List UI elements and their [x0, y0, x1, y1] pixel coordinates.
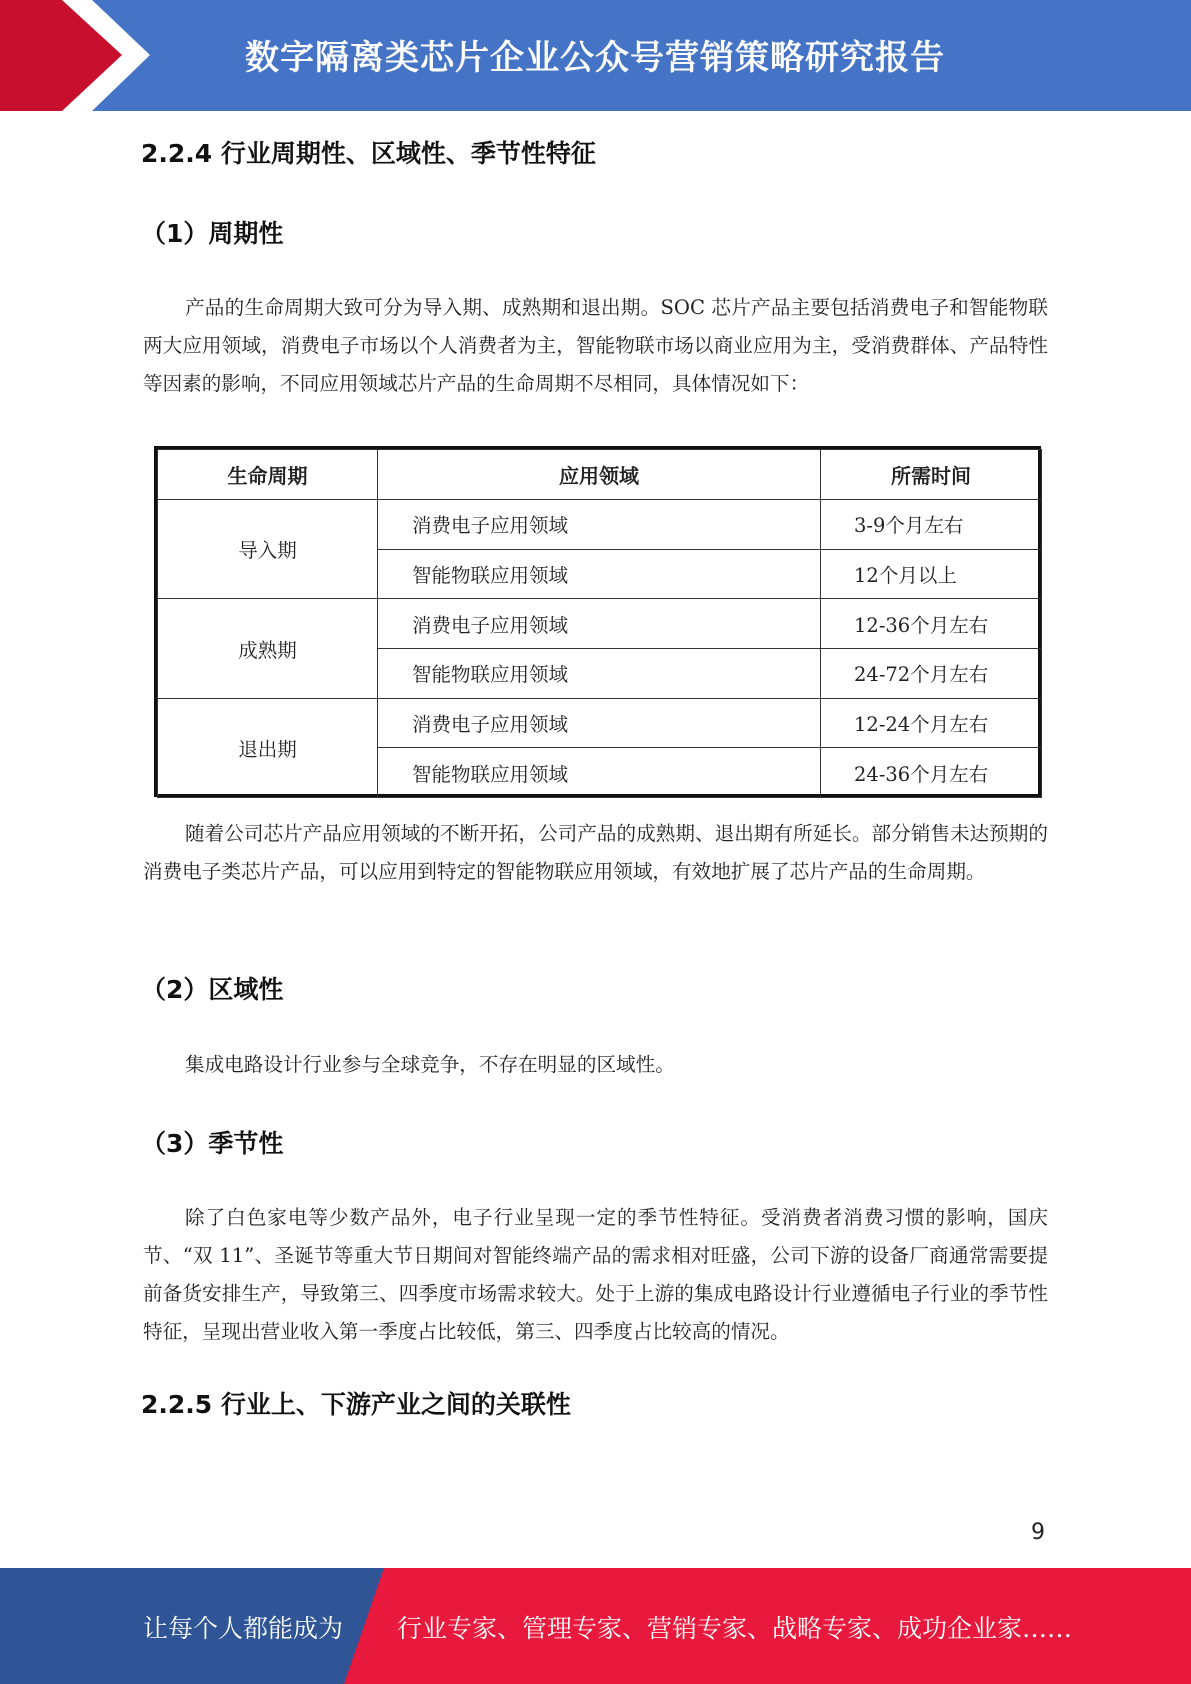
table-header-cell: 生命周期	[158, 450, 378, 500]
table-row	[158, 500, 1042, 550]
section-heading-2-2-5: 2.2.5 行业上、下游产业之间的关联性	[141, 1390, 571, 1419]
time-cell: 3-9个月左右	[821, 500, 1042, 550]
field-cell: 智能物联应用领域	[378, 649, 821, 699]
section-heading-2-2-4: 2.2.4 行业周期性、区域性、季节性特征	[141, 139, 596, 168]
header-banner	[0, 0, 1191, 111]
field-cell: 消费电子应用领域	[378, 599, 821, 649]
field-cell: 智能物联应用领域	[378, 549, 821, 599]
field-cell: 智能物联应用领域	[378, 748, 821, 798]
stage-cell: 成熟期	[158, 599, 378, 698]
subsection-heading-cyclicality: （1）周期性	[141, 219, 284, 248]
subsection-heading-seasonality: （3）季节性	[141, 1129, 284, 1158]
stage-cell: 退出期	[158, 698, 378, 797]
cyclicality-paragraph-2: 随着公司芯片产品应用领域的不断开拓，公司产品的成熟期、退出期有所延长。部分销售未达预期的消费电子类芯片产品，可以应用到特定的智能物联应用领域，有效地扩展了芯片产品的生命周期。	[143, 822, 1048, 883]
time-cell: 12-24个月左右	[821, 698, 1042, 748]
subsection-heading-regionality: （2）区域性	[141, 975, 284, 1004]
field-cell: 消费电子应用领域	[378, 500, 821, 550]
footer-slogan-left: 让每个人都能成为	[143, 1614, 344, 1643]
regionality-paragraph: 集成电路设计行业参与全球竞争，不存在明显的区域性。	[185, 1053, 675, 1076]
footer-banner	[0, 1568, 1191, 1684]
time-cell: 12-36个月左右	[821, 599, 1042, 649]
table-header-cell: 所需时间	[821, 450, 1042, 500]
page-number: 9	[1031, 1520, 1045, 1545]
time-cell: 12个月以上	[821, 549, 1042, 599]
table-row	[158, 599, 1042, 649]
footer-slogan-right: 行业专家、管理专家、营销专家、战略专家、成功企业家……	[397, 1614, 1073, 1643]
cyclicality-paragraph-1: 产品的生命周期大致可分为导入期、成熟期和退出期。SOC 芯片产品主要包括消费电子和智能物联两大应用领域，消费电子市场以个人消费者为主，智能物联市场以商业应用为主，受消费群体、产品特性等因素的影响，不同应用领域芯片产品的生命周期不尽相同，具体情况如下：	[143, 296, 1048, 395]
stage-cell: 导入期	[158, 500, 378, 599]
table-row	[158, 698, 1042, 748]
lifecycle-table	[154, 446, 1041, 797]
seasonality-paragraph: 除了白色家电等少数产品外，电子行业呈现一定的季节性特征。受消费者消费习惯的影响，国庆节、“双 11”、圣诞节等重大节日期间对智能终端产品的需求相对旺盛，公司下游的设备厂商通常需要提前备货安排生产，导致第三、四季度市场需求较大。处于上游的集成电路设计行业遵循电子行业的季节性特征，呈现出营业收入第一季度占比较低，第三、四季度占比较高的情况。	[143, 1206, 1048, 1343]
time-cell: 24-36个月左右	[821, 748, 1042, 798]
field-cell: 消费电子应用领域	[378, 698, 821, 748]
report-title: 数字隔离类芯片企业公众号营销策略研究报告	[245, 38, 945, 78]
time-cell: 24-72个月左右	[821, 649, 1042, 699]
table-header-row	[158, 450, 1042, 500]
table-header-cell: 应用领域	[378, 450, 821, 500]
